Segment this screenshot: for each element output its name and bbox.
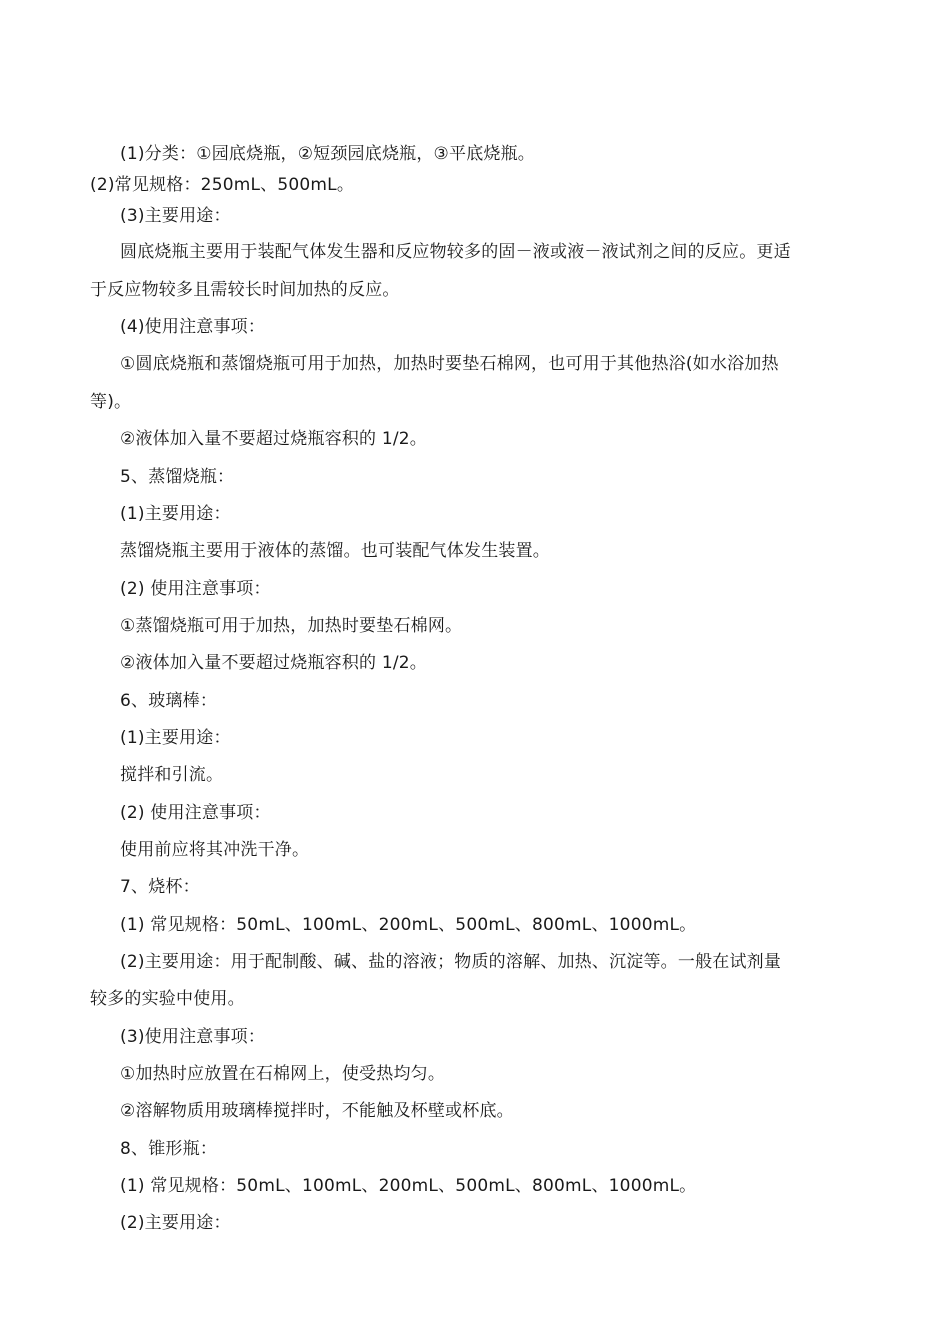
text-line: ①圆底烧瓶和蒸馏烧瓶可用于加热，加热时要垫石棉网，也可用于其他热浴(如水浴加热 (120, 354, 779, 374)
text-line: (4)使用注意事项： (120, 317, 266, 337)
text-line: (2) 使用注意事项： (120, 803, 271, 823)
text-line: 搅拌和引流。 (120, 765, 224, 785)
section-heading: 5、蒸馏烧瓶： (120, 467, 235, 487)
text-line: (1) 常见规格：50mL、100mL、200mL、500mL、800mL、1000mL。 (120, 1176, 697, 1196)
text-line: (3)主要用途： (120, 206, 231, 226)
section-heading: 6、玻璃棒： (120, 691, 218, 711)
text-line: 等)。 (90, 392, 132, 412)
text-line: 圆底烧瓶主要用于装配气体发生器和反应物较多的固－液或液－液试剂之间的反应。更适 (120, 242, 791, 262)
section-heading: 7、烧杯： (120, 877, 200, 897)
text-line: 较多的实验中使用。 (90, 989, 245, 1009)
text-line: (3)使用注意事项： (120, 1027, 266, 1047)
text-line: ②液体加入量不要超过烧瓶容积的 1/2。 (120, 429, 428, 449)
text-line: (2)主要用途：用于配制酸、碱、盐的溶液；物质的溶解、加热、沉淀等。一般在试剂量 (120, 952, 782, 972)
text-line: ②溶解物质用玻璃棒搅拌时，不能触及杯壁或杯底。 (120, 1101, 514, 1121)
text-line: ①加热时应放置在石棉网上，使受热均匀。 (120, 1064, 446, 1084)
text-line: (1)主要用途： (120, 504, 231, 524)
text-line: 于反应物较多且需较长时间加热的反应。 (90, 280, 400, 300)
section-heading: 8、锥形瓶： (120, 1139, 218, 1159)
text-line: ①蒸馏烧瓶可用于加热，加热时要垫石棉网。 (120, 616, 463, 636)
text-line: (1) 常见规格：50mL、100mL、200mL、500mL、800mL、1000mL。 (120, 915, 697, 935)
text-line: (2)主要用途： (120, 1213, 231, 1233)
text-line: (1)主要用途： (120, 728, 231, 748)
text-line: (2) 使用注意事项： (120, 579, 271, 599)
text-line: ②液体加入量不要超过烧瓶容积的 1/2。 (120, 653, 428, 673)
text-line: 使用前应将其冲洗干净。 (120, 840, 310, 860)
text-line: 蒸馏烧瓶主要用于液体的蒸馏。也可装配气体发生装置。 (120, 541, 550, 561)
text-line: (1)分类：①园底烧瓶，②短颈园底烧瓶，③平底烧瓶。 (120, 144, 536, 164)
text-line: (2)常见规格：250mL、500mL。 (90, 175, 355, 195)
